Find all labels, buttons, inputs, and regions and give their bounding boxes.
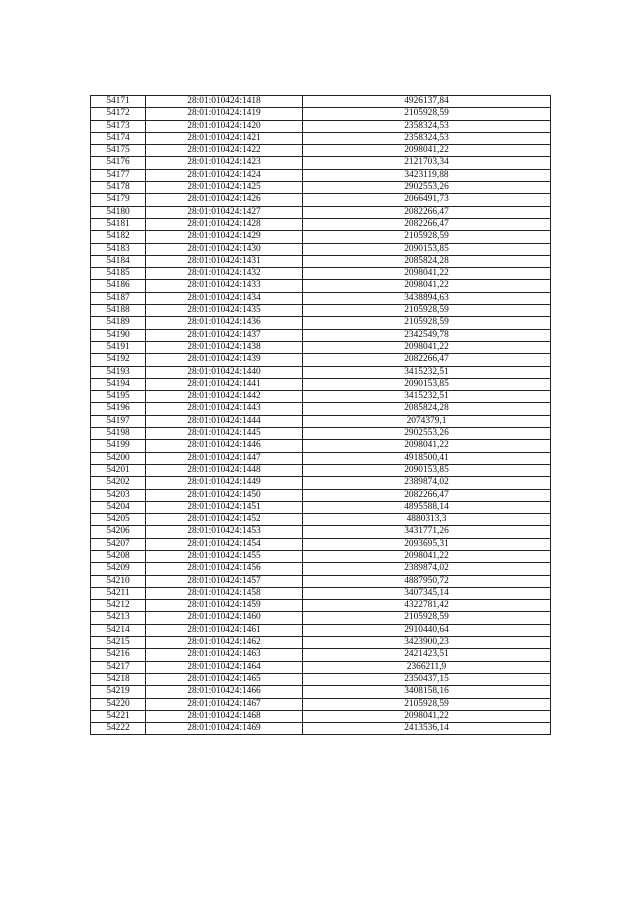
table-row [91, 489, 551, 501]
cadastral-number-cell: 28:01:010424:1433 [146, 280, 303, 292]
value-cell: 2066491,73 [303, 194, 551, 206]
table-row [91, 710, 551, 722]
row-number-cell: 54183 [91, 243, 146, 255]
cadastral-number-cell: 28:01:010424:1459 [146, 600, 303, 612]
cadastral-number-cell: 28:01:010424:1435 [146, 305, 303, 317]
row-number-cell: 54214 [91, 624, 146, 636]
data-table [90, 95, 551, 735]
table-row [91, 428, 551, 440]
cadastral-number-cell: 28:01:010424:1463 [146, 649, 303, 661]
table-row [91, 600, 551, 612]
value-cell: 2910440,64 [303, 624, 551, 636]
cadastral-number-cell: 28:01:010424:1467 [146, 698, 303, 710]
value-cell: 2082266,47 [303, 489, 551, 501]
value-cell: 3408158,16 [303, 686, 551, 698]
cadastral-number-cell: 28:01:010424:1457 [146, 575, 303, 587]
row-number-cell: 54179 [91, 194, 146, 206]
cadastral-number-cell: 28:01:010424:1449 [146, 477, 303, 489]
value-cell: 2105928,59 [303, 612, 551, 624]
value-cell: 2098041,22 [303, 280, 551, 292]
value-cell: 2098041,22 [303, 268, 551, 280]
cadastral-number-cell: 28:01:010424:1443 [146, 403, 303, 415]
cadastral-number-cell: 28:01:010424:1461 [146, 624, 303, 636]
table-row [91, 464, 551, 476]
row-number-cell: 54175 [91, 145, 146, 157]
table-row [91, 292, 551, 304]
value-cell: 2389874,02 [303, 563, 551, 575]
row-number-cell: 54186 [91, 280, 146, 292]
value-cell: 3415232,51 [303, 391, 551, 403]
cadastral-number-cell: 28:01:010424:1423 [146, 157, 303, 169]
cadastral-number-cell: 28:01:010424:1469 [146, 723, 303, 735]
table-body [91, 96, 551, 735]
cadastral-number-cell: 28:01:010424:1436 [146, 317, 303, 329]
value-cell: 2342549,78 [303, 329, 551, 341]
table-row [91, 477, 551, 489]
row-number-cell: 54207 [91, 538, 146, 550]
table-row [91, 440, 551, 452]
table-row [91, 145, 551, 157]
value-cell: 4322781,42 [303, 600, 551, 612]
cadastral-number-cell: 28:01:010424:1451 [146, 501, 303, 513]
row-number-cell: 54209 [91, 563, 146, 575]
row-number-cell: 54204 [91, 501, 146, 513]
value-cell: 3431771,26 [303, 526, 551, 538]
row-number-cell: 54222 [91, 723, 146, 735]
value-cell: 2098041,22 [303, 145, 551, 157]
table-row [91, 526, 551, 538]
row-number-cell: 54202 [91, 477, 146, 489]
table-row [91, 501, 551, 513]
cadastral-number-cell: 28:01:010424:1422 [146, 145, 303, 157]
table-row [91, 538, 551, 550]
cadastral-number-cell: 28:01:010424:1450 [146, 489, 303, 501]
table-row [91, 329, 551, 341]
row-number-cell: 54184 [91, 255, 146, 267]
value-cell: 3423900,23 [303, 637, 551, 649]
row-number-cell: 54198 [91, 428, 146, 440]
table-row [91, 624, 551, 636]
row-number-cell: 54188 [91, 305, 146, 317]
value-cell: 2082266,47 [303, 354, 551, 366]
row-number-cell: 54213 [91, 612, 146, 624]
value-cell: 2090153,85 [303, 464, 551, 476]
cadastral-number-cell: 28:01:010424:1458 [146, 587, 303, 599]
value-cell: 2421423,51 [303, 649, 551, 661]
value-cell: 2105928,59 [303, 231, 551, 243]
row-number-cell: 54180 [91, 206, 146, 218]
row-number-cell: 54178 [91, 182, 146, 194]
value-cell: 3423119,88 [303, 169, 551, 181]
row-number-cell: 54212 [91, 600, 146, 612]
row-number-cell: 54208 [91, 550, 146, 562]
value-cell: 2082266,47 [303, 218, 551, 230]
value-cell: 2098041,22 [303, 710, 551, 722]
value-cell: 3407345,14 [303, 587, 551, 599]
cadastral-number-cell: 28:01:010424:1434 [146, 292, 303, 304]
value-cell: 2098041,22 [303, 341, 551, 353]
row-number-cell: 54205 [91, 514, 146, 526]
table-row [91, 182, 551, 194]
cadastral-number-cell: 28:01:010424:1430 [146, 243, 303, 255]
row-number-cell: 54206 [91, 526, 146, 538]
row-number-cell: 54192 [91, 354, 146, 366]
row-number-cell: 54203 [91, 489, 146, 501]
table-row [91, 587, 551, 599]
table-row [91, 218, 551, 230]
table-row [91, 194, 551, 206]
table-row [91, 403, 551, 415]
row-number-cell: 54200 [91, 452, 146, 464]
value-cell: 2105928,59 [303, 305, 551, 317]
table-row [91, 157, 551, 169]
cadastral-number-cell: 28:01:010424:1442 [146, 391, 303, 403]
table-row [91, 575, 551, 587]
cadastral-number-cell: 28:01:010424:1447 [146, 452, 303, 464]
table-row [91, 255, 551, 267]
table-row [91, 268, 551, 280]
value-cell: 2105928,59 [303, 317, 551, 329]
cadastral-number-cell: 28:01:010424:1424 [146, 169, 303, 181]
row-number-cell: 54177 [91, 169, 146, 181]
row-number-cell: 54193 [91, 366, 146, 378]
cadastral-number-cell: 28:01:010424:1462 [146, 637, 303, 649]
cadastral-number-cell: 28:01:010424:1438 [146, 341, 303, 353]
row-number-cell: 54191 [91, 341, 146, 353]
value-cell: 2090153,85 [303, 378, 551, 390]
cadastral-number-cell: 28:01:010424:1439 [146, 354, 303, 366]
cadastral-number-cell: 28:01:010424:1429 [146, 231, 303, 243]
row-number-cell: 54194 [91, 378, 146, 390]
cadastral-number-cell: 28:01:010424:1427 [146, 206, 303, 218]
cadastral-number-cell: 28:01:010424:1420 [146, 120, 303, 132]
cadastral-number-cell: 28:01:010424:1432 [146, 268, 303, 280]
cadastral-number-cell: 28:01:010424:1428 [146, 218, 303, 230]
row-number-cell: 54185 [91, 268, 146, 280]
table-row [91, 378, 551, 390]
cadastral-number-cell: 28:01:010424:1437 [146, 329, 303, 341]
cadastral-number-cell: 28:01:010424:1453 [146, 526, 303, 538]
value-cell: 4887950,72 [303, 575, 551, 587]
table-row [91, 612, 551, 624]
table-row [91, 206, 551, 218]
value-cell: 2358324,53 [303, 132, 551, 144]
row-number-cell: 54171 [91, 96, 146, 108]
value-cell: 2105928,59 [303, 108, 551, 120]
cadastral-number-cell: 28:01:010424:1448 [146, 464, 303, 476]
table-row [91, 723, 551, 735]
value-cell: 2366211,9 [303, 661, 551, 673]
row-number-cell: 54190 [91, 329, 146, 341]
cadastral-number-cell: 28:01:010424:1468 [146, 710, 303, 722]
value-cell: 2413536,14 [303, 723, 551, 735]
cadastral-number-cell: 28:01:010424:1425 [146, 182, 303, 194]
value-cell: 2121703,34 [303, 157, 551, 169]
cadastral-number-cell: 28:01:010424:1419 [146, 108, 303, 120]
cadastral-number-cell: 28:01:010424:1446 [146, 440, 303, 452]
value-cell: 2098041,22 [303, 550, 551, 562]
row-number-cell: 54210 [91, 575, 146, 587]
table-row [91, 120, 551, 132]
table-row [91, 391, 551, 403]
row-number-cell: 54196 [91, 403, 146, 415]
cadastral-number-cell: 28:01:010424:1455 [146, 550, 303, 562]
cadastral-number-cell: 28:01:010424:1444 [146, 415, 303, 427]
table-row [91, 649, 551, 661]
table-row [91, 305, 551, 317]
value-cell: 2093695,31 [303, 538, 551, 550]
table-row [91, 452, 551, 464]
table-row [91, 698, 551, 710]
value-cell: 2098041,22 [303, 440, 551, 452]
row-number-cell: 54182 [91, 231, 146, 243]
value-cell: 2074379,1 [303, 415, 551, 427]
table-row [91, 514, 551, 526]
row-number-cell: 54197 [91, 415, 146, 427]
table-row [91, 354, 551, 366]
cadastral-number-cell: 28:01:010424:1464 [146, 661, 303, 673]
cadastral-number-cell: 28:01:010424:1465 [146, 673, 303, 685]
value-cell: 4926137,84 [303, 96, 551, 108]
cadastral-number-cell: 28:01:010424:1445 [146, 428, 303, 440]
table-row [91, 231, 551, 243]
table-row [91, 415, 551, 427]
cadastral-number-cell: 28:01:010424:1456 [146, 563, 303, 575]
table-row [91, 686, 551, 698]
value-cell: 3415232,51 [303, 366, 551, 378]
value-cell: 2105928,59 [303, 698, 551, 710]
value-cell: 2085824,28 [303, 255, 551, 267]
row-number-cell: 54218 [91, 673, 146, 685]
row-number-cell: 54221 [91, 710, 146, 722]
cadastral-number-cell: 28:01:010424:1441 [146, 378, 303, 390]
row-number-cell: 54195 [91, 391, 146, 403]
row-number-cell: 54199 [91, 440, 146, 452]
row-number-cell: 54219 [91, 686, 146, 698]
table-row [91, 563, 551, 575]
row-number-cell: 54216 [91, 649, 146, 661]
row-number-cell: 54211 [91, 587, 146, 599]
row-number-cell: 54176 [91, 157, 146, 169]
cadastral-number-cell: 28:01:010424:1452 [146, 514, 303, 526]
cadastral-number-cell: 28:01:010424:1466 [146, 686, 303, 698]
cadastral-number-cell: 28:01:010424:1440 [146, 366, 303, 378]
table-row [91, 317, 551, 329]
table-row [91, 108, 551, 120]
value-cell: 2085824,28 [303, 403, 551, 415]
cadastral-number-cell: 28:01:010424:1426 [146, 194, 303, 206]
row-number-cell: 54220 [91, 698, 146, 710]
table-row [91, 550, 551, 562]
row-number-cell: 54174 [91, 132, 146, 144]
value-cell: 4880313,3 [303, 514, 551, 526]
row-number-cell: 54217 [91, 661, 146, 673]
row-number-cell: 54189 [91, 317, 146, 329]
table-row [91, 132, 551, 144]
cadastral-number-cell: 28:01:010424:1454 [146, 538, 303, 550]
cadastral-number-cell: 28:01:010424:1431 [146, 255, 303, 267]
row-number-cell: 54172 [91, 108, 146, 120]
cadastral-number-cell: 28:01:010424:1460 [146, 612, 303, 624]
value-cell: 2090153,85 [303, 243, 551, 255]
cadastral-number-cell: 28:01:010424:1421 [146, 132, 303, 144]
table-row [91, 96, 551, 108]
table-row [91, 673, 551, 685]
row-number-cell: 54173 [91, 120, 146, 132]
table-row [91, 341, 551, 353]
value-cell: 4895588,14 [303, 501, 551, 513]
row-number-cell: 54187 [91, 292, 146, 304]
table-row [91, 637, 551, 649]
table-row [91, 243, 551, 255]
row-number-cell: 54215 [91, 637, 146, 649]
value-cell: 2902553,26 [303, 182, 551, 194]
row-number-cell: 54181 [91, 218, 146, 230]
row-number-cell: 54201 [91, 464, 146, 476]
cadastral-number-cell: 28:01:010424:1418 [146, 96, 303, 108]
table-row [91, 366, 551, 378]
value-cell: 4918500,41 [303, 452, 551, 464]
value-cell: 3438894,63 [303, 292, 551, 304]
table-row [91, 661, 551, 673]
value-cell: 2358324,53 [303, 120, 551, 132]
value-cell: 2350437,15 [303, 673, 551, 685]
value-cell: 2082266,47 [303, 206, 551, 218]
table-row [91, 169, 551, 181]
value-cell: 2389874,02 [303, 477, 551, 489]
value-cell: 2902553,26 [303, 428, 551, 440]
table-row [91, 280, 551, 292]
